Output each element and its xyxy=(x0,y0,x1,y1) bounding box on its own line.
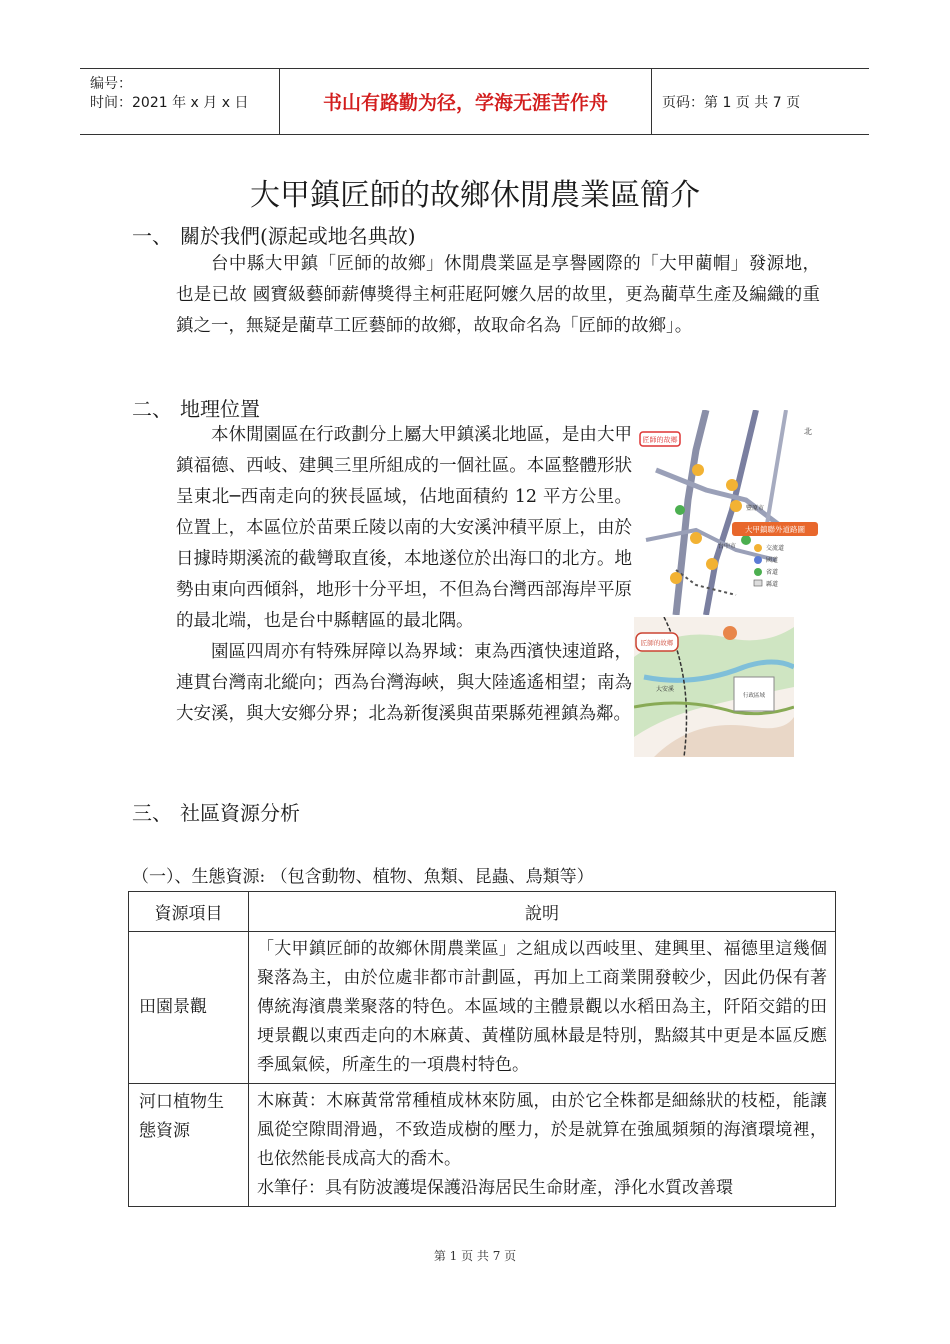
document-title: 大甲鎮匠師的故鄉休閒農業區簡介 xyxy=(250,178,700,213)
table-row xyxy=(129,1084,836,1207)
legend-item: 國道 xyxy=(766,557,779,564)
section-number: 三、 xyxy=(132,801,172,825)
area-map-image xyxy=(634,617,794,757)
map-river-label: 大安溪 xyxy=(656,686,675,693)
section-number: 二、 xyxy=(132,397,172,421)
section-1-body xyxy=(176,249,820,342)
map-city-label: 台中市 xyxy=(718,543,737,550)
number-label: 编号： xyxy=(90,76,132,92)
legend-item: 交流道 xyxy=(766,545,785,552)
table-header-cell: 資源項目 xyxy=(129,892,249,932)
resource-description: 「大甲鎮匠師的故鄉休閒農業區」之組成以西岐里、建興里、福德里這幾個聚落為主，由於位處非都市計劃區，再加上工商業開發較少，因此仍保有著傳統海濱農業聚落的特色。本區域的主體景觀以水稻田為主，阡陌交錯的田埂景觀以東西走向的木麻黃、黃槿防風林最是特別，點綴其中更是本區反應季風氣候，所產生的一項農村特色。 xyxy=(249,932,836,1084)
section-heading-2 xyxy=(132,393,260,422)
document-header xyxy=(80,68,869,135)
map-area-label: 行政區域 xyxy=(742,693,766,699)
map-station-label: 豐原市 xyxy=(746,505,765,512)
table-header-row xyxy=(129,892,836,932)
map-home-label: 匠師的故鄉 xyxy=(642,436,678,444)
resource-item: 田園景觀 xyxy=(129,932,249,1084)
section-heading-3 xyxy=(132,797,300,826)
map-legend-title: 大甲鎮聯外道路圖 xyxy=(745,525,805,534)
map-home-label: 匠師的故鄉 xyxy=(640,639,674,647)
map-north-label: 北 xyxy=(804,427,812,436)
section-number: 一、 xyxy=(132,224,172,248)
resource-table xyxy=(128,891,836,1207)
section-2-body xyxy=(176,420,632,730)
paragraph: 園區四周亦有特殊屏障以為界域：東為西濱快速道路，連貫台灣南北縱向；西為台灣海峽，與大陸遙遙相望；南為大安溪，與大安鄉分界；北為新復溪與苗栗縣苑裡鎮為鄰。 xyxy=(176,642,632,724)
resource-description: 水筆仔：具有防波護堤保護沿海居民生命財產，淨化水質改善環 xyxy=(257,1178,733,1198)
section-heading-1 xyxy=(132,220,416,249)
table-row xyxy=(129,932,836,1084)
section-title: 社區資源分析 xyxy=(180,801,300,825)
header-meta xyxy=(80,69,280,134)
paragraph: 本休閒園區在行政劃分上屬大甲鎮溪北地區，是由大甲鎮福德、西岐、建興三里所組成的一個社區。本區整體形狀呈東北─西南走向的狹長區域，佔地面積約 12 平方公里。位置上，本區位於苗栗丘陵以南的大安溪沖積平原上，由於日據時期溪流的截彎取直後，本地遂位於出海口的北方。地勢由東向西傾斜，地形十分平坦，不但為台灣西部海岸平原的最北端，也是台中縣轄區的最北隅。 xyxy=(176,425,632,631)
time-label: 时间：2021 年 x 月 x 日 xyxy=(90,95,249,111)
section-title: 關於我們(源起或地名典故) xyxy=(180,224,416,248)
table-header-cell: 說明 xyxy=(249,892,836,932)
eco-resources-caption: （一）、生態資源: （包含動物、植物、魚類、昆蟲、鳥類等） xyxy=(132,867,594,887)
resource-item: 河口植物生態資源 xyxy=(129,1084,249,1207)
legend-item: 縣道 xyxy=(766,581,779,588)
section-title: 地理位置 xyxy=(180,397,260,421)
resource-description: 木麻黃：木麻黃常常種植成林來防風，由於它全株都是細絲狀的枝椏，能讓風從空隙間滑過，不致造成樹的壓力，於是就算在強風頻頻的海濱環境裡，也依然能長成高大的喬木。 xyxy=(257,1091,827,1169)
resource-description-cell xyxy=(249,1084,836,1207)
road-map-image xyxy=(636,410,820,615)
header-page-info: 页码：第 1 页 共 7 页 xyxy=(662,94,801,111)
page-footer: 第 1 页 共 7 页 xyxy=(433,1249,517,1263)
legend-item: 省道 xyxy=(766,569,779,576)
paragraph: 台中縣大甲鎮「匠師的故鄉」休閒農業區是享譽國際的「大甲藺帽」發源地，也是已故 國寶級藝師薪傳獎得主柯莊屘阿嬤久居的故里，更為藺草生產及編織的重鎮之一，無疑是藺草工匠藝師的故鄉，故取命名為「匠師的故鄉」。 xyxy=(176,254,820,336)
header-motto: 书山有路勤为径，学海无涯苦作舟 xyxy=(280,69,652,134)
